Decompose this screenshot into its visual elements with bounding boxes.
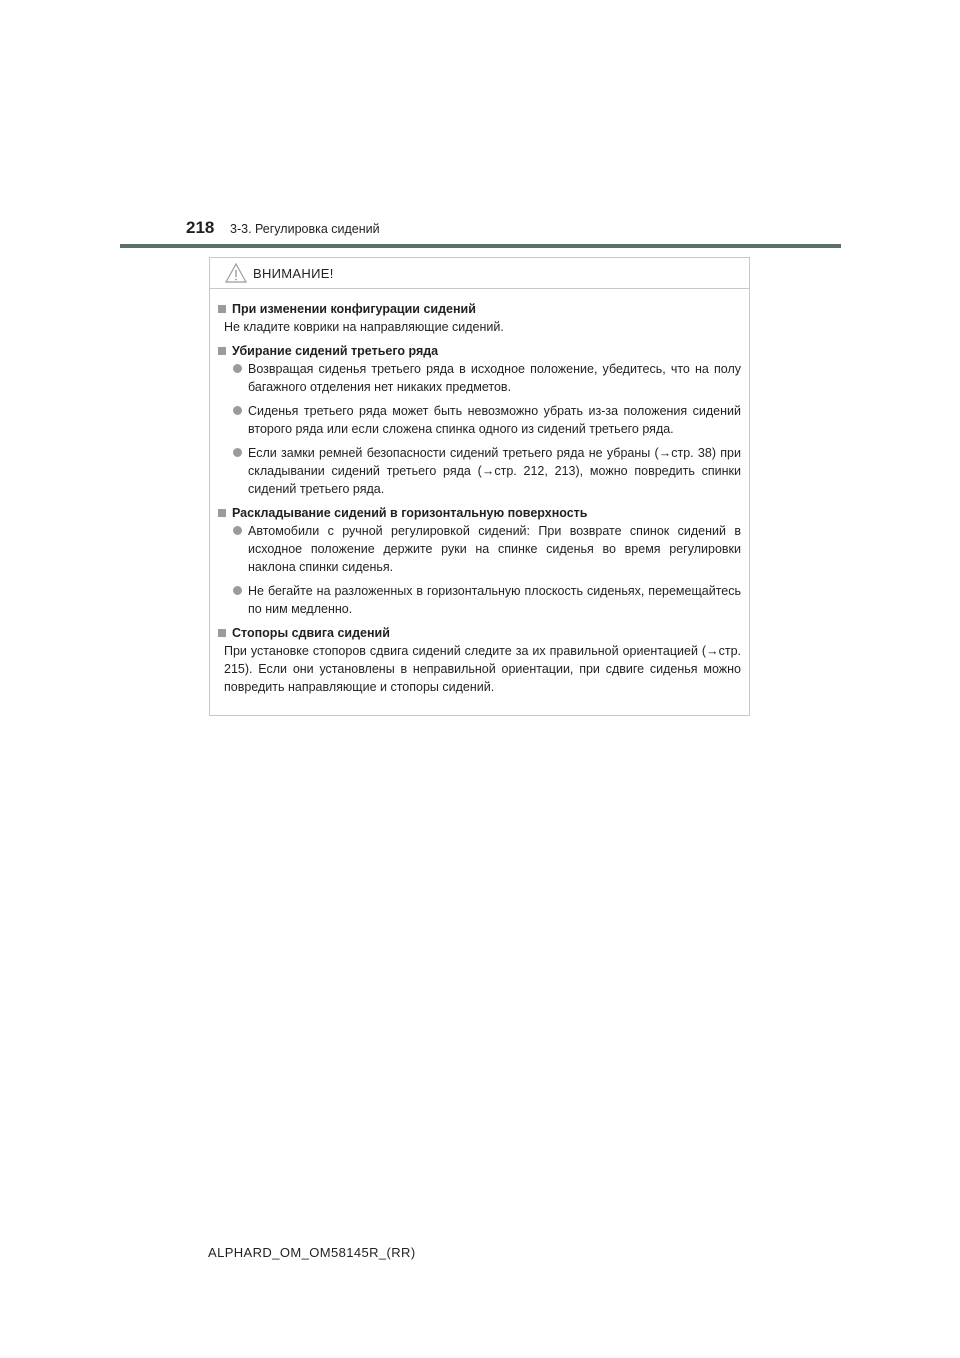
header-rule <box>120 244 841 248</box>
warning-header <box>210 258 749 289</box>
footer-document-code: ALPHARD_OM_OM58145R_(RR) <box>208 1245 416 1260</box>
square-bullet-icon <box>218 305 226 313</box>
warning-section <box>217 624 741 696</box>
bullet-text: Если замки ремней безопасности сидений третьего ряда не убраны (→стр. 38) при складывании сидений третьего ряда (→стр. 212, 213), можно повредить спинки сидений третьего ряда. <box>248 446 741 496</box>
section-heading: Стопоры сдвига сидений <box>232 626 390 640</box>
square-bullet-icon <box>218 347 226 355</box>
section-heading: При изменении конфигурации сидений <box>232 302 476 316</box>
circle-bullet-icon <box>233 406 242 415</box>
warning-body <box>210 289 749 696</box>
square-bullet-icon <box>218 509 226 517</box>
bullet-item <box>217 582 741 618</box>
bullet-item <box>217 360 741 396</box>
bullet-text: Сиденья третьего ряда может быть невозможно убрать из-за положения сидений второго ряда или если сложена спинка одного из сидений третьего ряда. <box>248 404 741 436</box>
bullet-text: Возвращая сиденья третьего ряда в исходное положение, убедитесь, что на полу багажного отделения нет никаких предметов. <box>248 362 741 394</box>
bullet-item <box>217 522 741 576</box>
section-text: При установке стопоров сдвига сидений следите за их правильной ориентацией (→стр. 215). Если они установлены в неправильной ориентации, при сдвиге сиденья можно повредить направляющие и стопоры сидений. <box>224 644 741 694</box>
circle-bullet-icon <box>233 364 242 373</box>
bullet-text: Не бегайте на разложенных в горизонтальную плоскость сиденьях, перемещайтесь по ним медленно. <box>248 584 741 616</box>
warning-section <box>217 300 741 336</box>
section-title: 3-3. Регулировка сидений <box>230 222 380 236</box>
bullet-item <box>217 444 741 498</box>
circle-bullet-icon <box>233 526 242 535</box>
warning-triangle-icon <box>225 263 247 283</box>
square-bullet-icon <box>218 629 226 637</box>
warning-box <box>209 257 750 716</box>
circle-bullet-icon <box>233 586 242 595</box>
section-heading: Раскладывание сидений в горизонтальную поверхность <box>232 506 588 520</box>
warning-title: ВНИМАНИЕ! <box>253 265 334 281</box>
section-text: Не кладите коврики на направляющие сидений. <box>224 320 504 334</box>
warning-section <box>217 504 741 618</box>
circle-bullet-icon <box>233 448 242 457</box>
section-heading: Убирание сидений третьего ряда <box>232 344 439 358</box>
warning-section <box>217 342 741 498</box>
bullet-item <box>217 402 741 438</box>
page-number: 218 <box>186 218 215 237</box>
bullet-text: Автомобили с ручной регулировкой сидений: При возврате спинок сидений в исходное положение держите руки на спинке сиденья во время регулировки наклона спинки сиденья. <box>248 524 741 574</box>
